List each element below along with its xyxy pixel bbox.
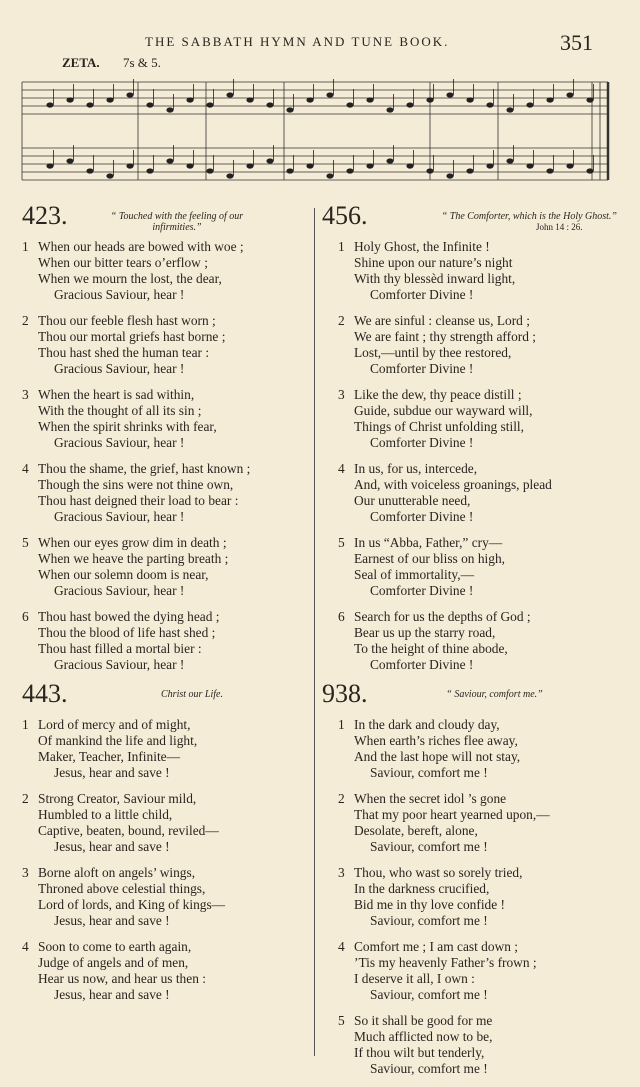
verse-text: That my poor heart yearned upon,— [354,807,550,822]
music-note [566,163,573,168]
verse [22,239,312,303]
verse-line [22,987,312,1003]
verse-line [322,641,618,657]
verse-text: Thou hast filled a mortal bier : [38,641,202,656]
verse-line [322,255,618,271]
verse-line [22,881,312,897]
verse-line [322,419,618,435]
verse [322,791,618,855]
verse-text: Gracious Saviour, hear ! [54,509,185,524]
verse-text: When our eyes grow dim in death ; [38,535,227,550]
verse-line [22,823,312,839]
verse-text: Lord of lords, and King of kings— [38,897,226,912]
verse-text: Soon to come to earth again, [38,939,192,954]
verse-text: Guide, subdue our wayward will, [354,403,533,418]
verse-line [22,717,312,733]
verse-line [22,791,312,807]
verse-line [322,345,618,361]
verse-text: Borne aloft on angels’ wings, [38,865,196,880]
verse-text: We are faint ; thy strength afford ; [354,329,536,344]
hymn-scripture-ref: John 14 : 26. [536,222,583,232]
music-note [566,92,573,97]
verse-text: When earth’s riches flee away, [354,733,518,748]
verse-number: 5 [22,535,29,550]
verse-text: Throned above celestial things, [38,881,206,896]
music-note [206,168,213,173]
verse-line [22,461,312,477]
verse-line [22,657,312,673]
verse-text: When the secret idol ’s gone [354,791,507,806]
verse-text: When the spirit shrinks with fear, [38,419,217,434]
verse-text: Thou our feeble flesh hast worn ; [38,313,216,328]
hymn-epigraph: infirmities.” [152,222,202,233]
verse-number: 3 [22,387,29,402]
verse-text: Desolate, bereft, alone, [354,823,478,838]
verse-text: Saviour, comfort me ! [370,839,488,854]
verse-line [22,749,312,765]
music-note [46,102,53,107]
verse-line [22,477,312,493]
verse [322,1013,618,1077]
verse-line [22,551,312,567]
hymn-epigraph: “ The Comforter, which is the Holy Ghost.” [441,211,617,222]
verse-text: Thou hast deigned their load to bear : [38,493,239,508]
music-note [106,97,113,102]
verse-line [22,271,312,287]
verse-line [322,1045,618,1061]
music-note [546,168,553,173]
music-note [126,92,133,97]
music-note [186,97,193,102]
verse-number: 1 [338,239,345,254]
music-note [486,102,493,107]
music-note [286,168,293,173]
verse-number: 1 [22,717,29,732]
music-note [346,168,353,173]
verse-line [22,971,312,987]
verse-text: Like the dew, thy peace distill ; [354,387,522,402]
hymn-epigraph: “ Saviour, comfort me.” [446,689,543,700]
verse-line [322,733,618,749]
verse-line [322,897,618,913]
music-note [446,92,453,97]
verse-number: 4 [22,461,29,476]
verse-number: 3 [338,865,345,880]
verse-line [322,971,618,987]
verse-text: Much afflicted now to be, [354,1029,493,1044]
verse-text: I deserve it all, I own : [354,971,475,986]
verse-text: So it shall be good for me [354,1013,493,1028]
verse-line [22,625,312,641]
music-note [406,102,413,107]
verse-text: Gracious Saviour, hear ! [54,287,185,302]
verse-line [322,765,618,781]
right-column [322,201,618,1087]
verse-line [22,609,312,625]
music-note [106,173,113,178]
verse-text: In us, for us, intercede, [354,461,478,476]
verse-text: When the heart is sad within, [38,387,195,402]
verse [22,865,312,929]
verse-text: Comforter Divine ! [370,287,474,302]
verse-text: Comforter Divine ! [370,361,474,376]
verse-line [22,329,312,345]
hymn-header [322,679,618,717]
verse-text: Judge of angels and of men, [38,955,189,970]
verse-line [322,361,618,377]
verse-line [322,583,618,599]
music-note [66,158,73,163]
verse [22,939,312,1003]
verse-text: Jesus, hear and save ! [54,913,170,928]
verse-line [22,255,312,271]
verse-number: 6 [22,609,29,624]
verse-line [322,749,618,765]
verse-text: In us “Abba, Father,” cry— [354,535,503,550]
music-note [246,163,253,168]
verse-number: 1 [22,239,29,254]
verse-text: Humbled to a little child, [38,807,173,822]
verse-line [322,657,618,673]
verse-line [322,1013,618,1029]
verse-text: When we mourn the lost, the dear, [38,271,222,286]
verse-text: Thou our mortal griefs hast borne ; [38,329,226,344]
verse-text: Jesus, hear and save ! [54,839,170,854]
verse [322,717,618,781]
verse [322,535,618,599]
verse-line [322,403,618,419]
music-note [166,158,173,163]
verse-line [322,493,618,509]
verse-text: Comfort me ; I am cast down ; [354,939,519,954]
verse-text: To the height of thine abode, [354,641,508,656]
music-note [426,168,433,173]
music-note [486,163,493,168]
hymn-header [22,679,312,717]
music-note [586,168,593,173]
tune-name: ZETA. [62,55,100,70]
music-note [406,163,413,168]
music-note [366,163,373,168]
verse-line [22,865,312,881]
verse-number: 4 [22,939,29,954]
music-note [526,102,533,107]
verse-text: Hear us now, and hear us then : [38,971,206,986]
verse-line [22,807,312,823]
verse-line [322,387,618,403]
verse-line [322,509,618,525]
music-note [306,97,313,102]
hymn-epigraph: “ Touched with the feeling of our [110,211,244,222]
verse-text: When we heave the parting breath ; [38,551,229,566]
verse-text: Gracious Saviour, hear ! [54,435,185,450]
verse-line [322,477,618,493]
music-note [146,102,153,107]
verse-text: Maker, Teacher, Infinite— [38,749,180,764]
verse-line [22,403,312,419]
verse-line [322,609,618,625]
verse [322,461,618,525]
verse [22,461,312,525]
verse-text: Shine upon our nature’s night [354,255,513,270]
music-note [226,92,233,97]
hymn-number: 456. [322,201,368,230]
music-note [386,158,393,163]
music-note [266,102,273,107]
verse-text: Thou hast shed the human tear : [38,345,210,360]
verse [322,239,618,303]
music-note [146,168,153,173]
verse-line [22,419,312,435]
verse-line [322,881,618,897]
verse-text: When our heads are bowed with woe ; [38,239,244,254]
verse-text: Earnest of our bliss on high, [354,551,505,566]
hymn-block [22,201,312,673]
verse-line [322,865,618,881]
verse-line [322,435,618,451]
verse-line [22,567,312,583]
verse-text: Of mankind the life and light, [38,733,198,748]
verse-text: In the darkness crucified, [354,881,490,896]
music-note [206,102,213,107]
verse-line [22,361,312,377]
hymn-number: 443. [22,679,68,708]
hymn-header [22,201,312,239]
verse-text: Comforter Divine ! [370,583,474,598]
music-note [326,173,333,178]
music-note [246,97,253,102]
verse-text: When our solemn doom is near, [38,567,209,582]
verse-text: Thou hast bowed the dying head ; [38,609,220,624]
verse-number: 6 [338,609,345,624]
verse-line [322,913,618,929]
music-note [506,158,513,163]
verse-line [22,939,312,955]
verse-number: 2 [22,791,29,806]
verse-number: 4 [338,939,345,954]
verse-line [322,987,618,1003]
verse [322,387,618,451]
verse-line [22,733,312,749]
verse-line [22,345,312,361]
verse-text: Gracious Saviour, hear ! [54,583,185,598]
verse [22,609,312,673]
music-note [466,168,473,173]
verse-number: 3 [338,387,345,402]
verse-line [22,641,312,657]
verse-line [322,271,618,287]
verse-text: Captive, beaten, bound, reviled— [38,823,219,838]
verse-line [22,955,312,971]
verse-line [322,329,618,345]
verse-text: Lord of mercy and of might, [38,717,191,732]
music-note [386,107,393,112]
verse-text: Gracious Saviour, hear ! [54,361,185,376]
verse-text: Holy Ghost, the Infinite ! [354,239,490,254]
verse-text: And the last hope will not stay, [354,749,521,764]
verse-line [322,625,618,641]
verse-text: Bear us up the starry road, [354,625,496,640]
column-divider [314,208,315,1056]
verse-text: Saviour, comfort me ! [370,987,488,1002]
verse [22,535,312,599]
verse-text: Jesus, hear and save ! [54,987,170,1002]
verse-text: Comforter Divine ! [370,657,474,672]
hymn-epigraph: Christ our Life. [161,689,223,700]
verse-text: Comforter Divine ! [370,509,474,524]
verse [22,313,312,377]
verse-line [22,913,312,929]
tune-meter: 7s & 5. [123,55,161,70]
verse-line [22,897,312,913]
verse [322,313,618,377]
music-note [346,102,353,107]
verse [322,939,618,1003]
verse-line [322,239,618,255]
verse-line [22,313,312,329]
verse-text: Saviour, comfort me ! [370,765,488,780]
music-score [20,70,610,195]
verse-text: Comforter Divine ! [370,435,474,450]
verse-number: 5 [338,535,345,550]
verse-text: Strong Creator, Saviour mild, [38,791,197,806]
music-note [286,107,293,112]
music-note [186,163,193,168]
verse-text: Thou, who wast so sorely tried, [354,865,523,880]
music-note [166,107,173,112]
verse-text: And, with voiceless groanings, plead [354,477,552,492]
verse-text: Jesus, hear and save ! [54,765,170,780]
verse-line [22,435,312,451]
verse-text: With thy blessèd inward light, [354,271,516,286]
verse-line [322,955,618,971]
verse-line [22,765,312,781]
verse-number: 2 [22,313,29,328]
hymn-header [322,201,618,239]
music-note [86,168,93,173]
verse-line [322,1029,618,1045]
verse-text: Bid me in thy love confide ! [354,897,505,912]
verse-text: Saviour, comfort me ! [370,913,488,928]
verse-text: In the dark and cloudy day, [354,717,500,732]
verse-line [322,461,618,477]
verse-text: Thou the blood of life hast shed ; [38,625,216,640]
verse-line [322,287,618,303]
verse-text: ’Tis my heavenly Father’s frown ; [354,955,537,970]
verse [22,791,312,855]
music-note [506,107,513,112]
verse-line [22,583,312,599]
verse-line [322,717,618,733]
verse-line [22,287,312,303]
verse-line [22,535,312,551]
verse-text: If thou wilt but tenderly, [354,1045,485,1060]
verse-line [22,493,312,509]
music-note [266,158,273,163]
verse-line [322,939,618,955]
verse-text: We are sinful : cleanse us, Lord ; [354,313,530,328]
verse-text: When our bitter tears o’erflow ; [38,255,208,270]
music-note [366,97,373,102]
verse-line [322,823,618,839]
page-number: 351 [560,30,593,55]
verse-number: 3 [22,865,29,880]
hymn-block [322,201,618,673]
verse-text: Seal of immortality,— [354,567,474,582]
verse-number: 2 [338,791,345,806]
music-note [66,97,73,102]
music-note [326,92,333,97]
music-note [466,97,473,102]
left-column [22,201,312,1013]
verse [22,387,312,451]
verse-text: Our unutterable need, [354,493,471,508]
music-note [526,163,533,168]
music-note [86,102,93,107]
verse-line [22,239,312,255]
verse-line [322,567,618,583]
music-note [546,97,553,102]
verse-line [322,313,618,329]
verse-text: Thou the shame, the grief, hast known ; [38,461,251,476]
verse-text: Search for us the depths of God ; [354,609,531,624]
music-note [586,97,593,102]
hymn-number: 938. [322,679,368,708]
verse-line [322,791,618,807]
running-head: THE SABBATH HYMN AND TUNE BOOK. [145,34,450,49]
verse-text: With the thought of all its sin ; [38,403,202,418]
verse-line [22,387,312,403]
music-note [426,97,433,102]
verse-line [322,535,618,551]
verse-number: 4 [338,461,345,476]
verse-text: Saviour, comfort me ! [370,1061,488,1076]
verse-line [322,807,618,823]
music-note [306,163,313,168]
verse-line [322,1061,618,1077]
hymn-block [322,679,618,1077]
verse-text: Though the sins were not thine own, [38,477,234,492]
music-note [126,163,133,168]
music-note [46,163,53,168]
verse-line [322,839,618,855]
music-note [226,173,233,178]
verse-number: 2 [338,313,345,328]
music-note [446,173,453,178]
verse [322,865,618,929]
verse-line [322,551,618,567]
verse-line [22,509,312,525]
verse-text: Things of Christ unfolding still, [354,419,524,434]
verse-number: 1 [338,717,345,732]
verse-text: Lost,—until by thee restored, [354,345,512,360]
verse-text: Gracious Saviour, hear ! [54,657,185,672]
verse [22,717,312,781]
hymn-block [22,679,312,1003]
verse-line [22,839,312,855]
verse-number: 5 [338,1013,345,1028]
hymn-number: 423. [22,201,68,230]
verse [322,609,618,673]
